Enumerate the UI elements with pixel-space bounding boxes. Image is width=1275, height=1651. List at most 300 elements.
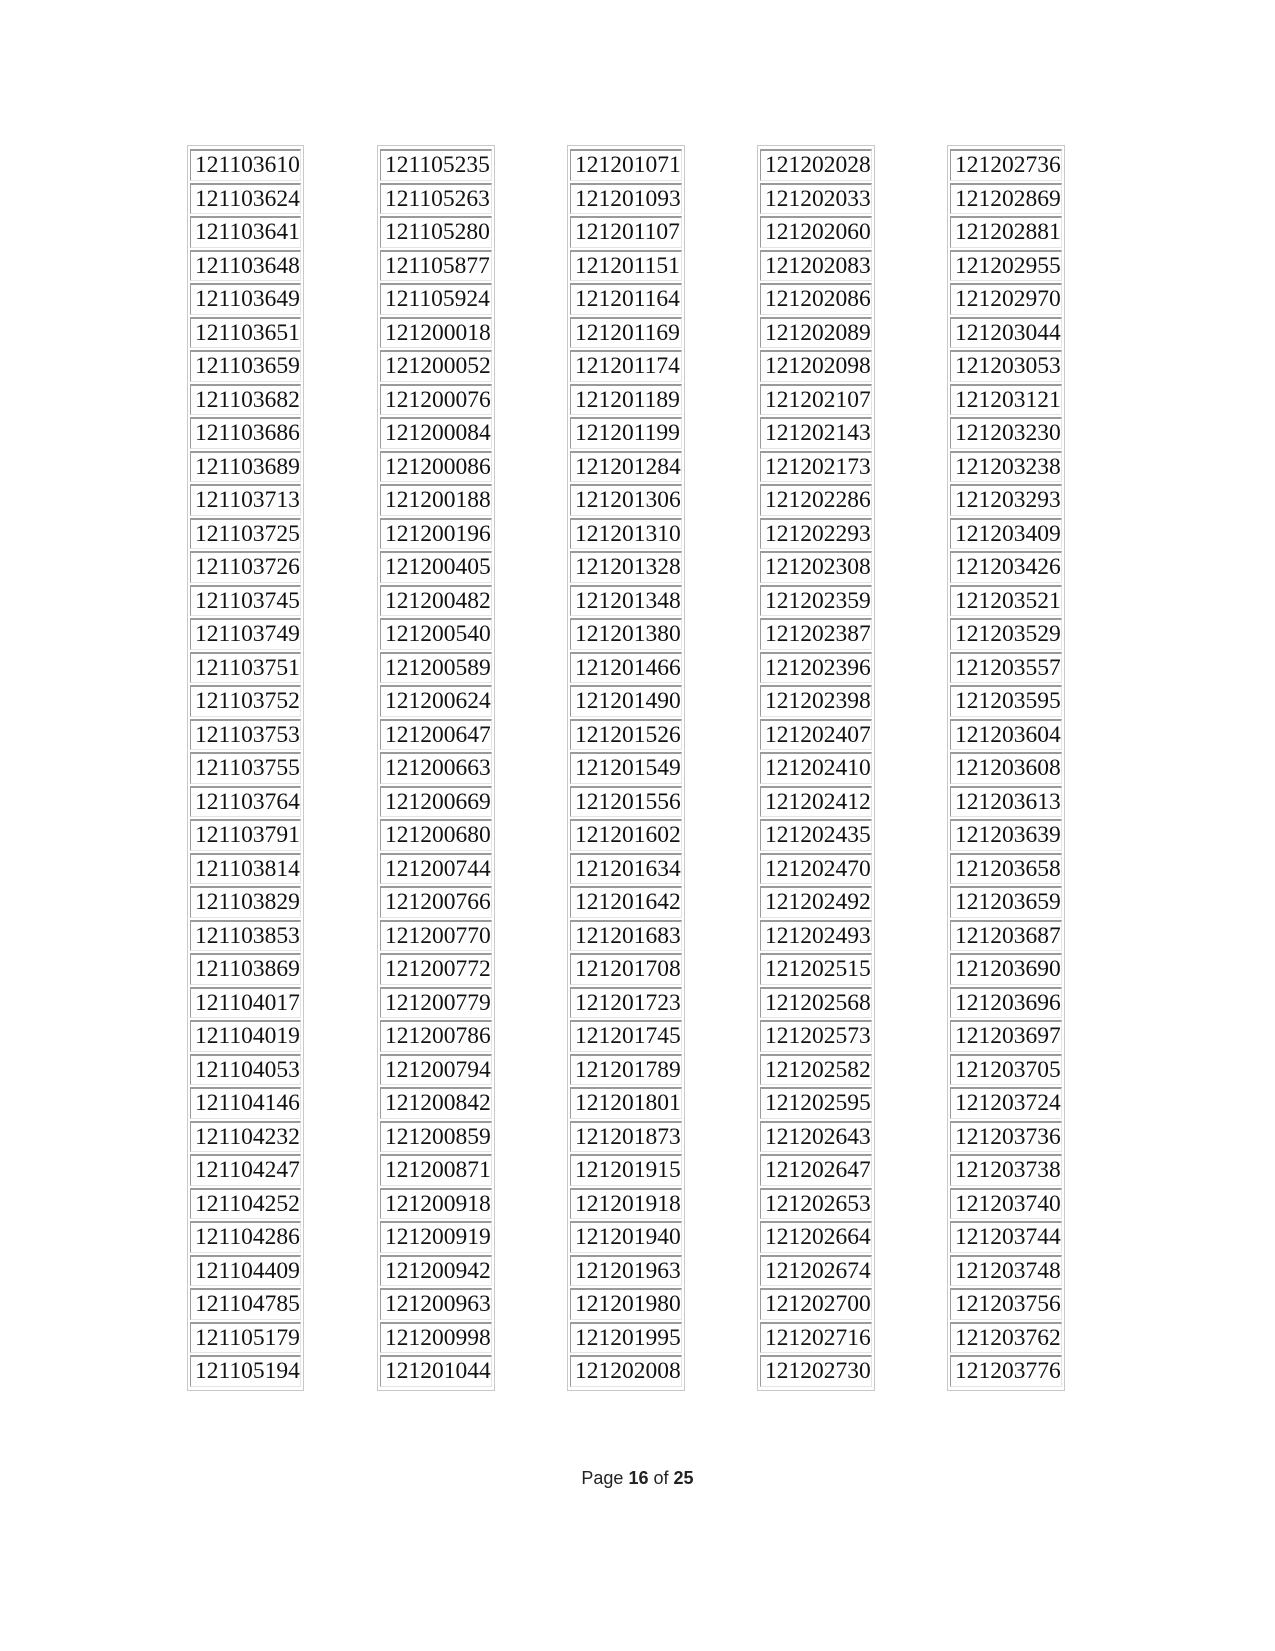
number-cell: 121203697 [950,1020,1062,1052]
number-cell: 121201526 [570,719,682,751]
table-row [570,819,682,851]
number-cell: 121202568 [760,987,872,1019]
table-row [190,417,301,449]
number-cell: 121201164 [570,283,682,315]
table-row [760,484,872,516]
number-cell: 121202643 [760,1121,872,1153]
table-row [380,853,492,885]
number-cell: 121103755 [190,752,301,784]
table-row [950,317,1062,349]
table-row [380,685,492,717]
number-cell: 121203696 [950,987,1062,1019]
table-row [760,1121,872,1153]
number-cell: 121200744 [380,853,492,885]
table-row [950,1288,1062,1320]
table-row [950,384,1062,416]
number-cell: 121103752 [190,685,301,717]
table-row [570,719,682,751]
table-row [380,1154,492,1186]
table-row [190,149,301,181]
number-cell: 121202700 [760,1288,872,1320]
number-cell: 121203426 [950,551,1062,583]
table-row [190,920,301,952]
number-cell: 121203776 [950,1355,1062,1387]
number-cell: 121200998 [380,1322,492,1354]
table-row [760,350,872,382]
table-row [760,1188,872,1220]
number-cell: 121201348 [570,585,682,617]
table-row [760,886,872,918]
number-cell: 121200918 [380,1188,492,1220]
number-cell: 121202033 [760,183,872,215]
number-cell: 121103649 [190,283,301,315]
number-cell: 121202398 [760,685,872,717]
table-row [760,685,872,717]
number-cell: 121200942 [380,1255,492,1287]
number-cell: 121200794 [380,1054,492,1086]
number-cell: 121202435 [760,819,872,851]
number-cell: 121103764 [190,786,301,818]
number-cell: 121201310 [570,518,682,550]
table-row [190,719,301,751]
table-row [380,283,492,315]
number-cell: 121200196 [380,518,492,550]
table-row [950,719,1062,751]
table-row [380,551,492,583]
table-row [380,417,492,449]
number-cell: 121201199 [570,417,682,449]
table-row [380,953,492,985]
number-cell: 121200779 [380,987,492,1019]
number-cell: 121104247 [190,1154,301,1186]
number-cell: 121201306 [570,484,682,516]
table-row [950,652,1062,684]
table-row [570,920,682,952]
number-cell: 121103749 [190,618,301,650]
number-cell: 121203658 [950,853,1062,885]
number-cell: 121103751 [190,652,301,684]
table-row [760,585,872,617]
table-row [570,1121,682,1153]
number-cell: 121203736 [950,1121,1062,1153]
number-cell: 121203744 [950,1221,1062,1253]
number-cell: 121200680 [380,819,492,851]
table-row [190,853,301,885]
table-row [760,384,872,416]
number-cell: 121201189 [570,384,682,416]
table-row [950,1121,1062,1153]
number-table-3 [567,145,685,1391]
number-cell: 121202653 [760,1188,872,1220]
number-cell: 121202674 [760,1255,872,1287]
number-cell: 121203639 [950,819,1062,851]
number-cell: 121203740 [950,1188,1062,1220]
table-row [190,652,301,684]
number-cell: 121200871 [380,1154,492,1186]
number-cell: 121104252 [190,1188,301,1220]
number-cell: 121203409 [950,518,1062,550]
number-cell: 121200405 [380,551,492,583]
number-cell: 121104019 [190,1020,301,1052]
table-row [570,752,682,784]
table-row [950,518,1062,550]
table-row [380,451,492,483]
table-row [760,1355,872,1387]
number-cell: 121103659 [190,350,301,382]
number-cell: 121201602 [570,819,682,851]
table-row [380,1322,492,1354]
table-row [380,987,492,1019]
number-cell: 121103713 [190,484,301,516]
number-cell: 121105924 [380,283,492,315]
number-cell: 121200188 [380,484,492,516]
number-cell: 121201963 [570,1255,682,1287]
table-row [570,1188,682,1220]
table-row [380,250,492,282]
table-row [950,618,1062,650]
table-row [570,1322,682,1354]
table-row [950,585,1062,617]
number-cell: 121203690 [950,953,1062,985]
table-row [190,451,301,483]
table-row [570,618,682,650]
number-cell: 121202359 [760,585,872,617]
table-row [570,1154,682,1186]
number-cell: 121103814 [190,853,301,885]
number-cell: 121203756 [950,1288,1062,1320]
table-row [380,752,492,784]
table-row [190,1154,301,1186]
number-cell: 121105235 [380,149,492,181]
table-row [380,317,492,349]
table-row [950,451,1062,483]
table-row [760,283,872,315]
number-cell: 121200859 [380,1121,492,1153]
page-number [0,1468,1275,1489]
table-row [760,1322,872,1354]
table-row [190,250,301,282]
table-row [760,819,872,851]
table-row [190,752,301,784]
table-row [190,953,301,985]
number-cell: 121103624 [190,183,301,215]
number-cell: 121202410 [760,752,872,784]
table-row [190,317,301,349]
number-cell: 121201174 [570,350,682,382]
page-of-label: of [653,1468,669,1488]
table-row [190,1221,301,1253]
table-row [760,853,872,885]
table-row [760,652,872,684]
table-row [570,1054,682,1086]
table-row [950,1221,1062,1253]
table-row [380,384,492,416]
number-cell: 121201642 [570,886,682,918]
number-cell: 121201556 [570,786,682,818]
table-row [760,920,872,952]
number-cell: 121103745 [190,585,301,617]
table-row [760,1054,872,1086]
number-cell: 121201071 [570,149,682,181]
table-row [760,1221,872,1253]
number-cell: 121104409 [190,1255,301,1287]
table-row [950,1020,1062,1052]
number-cell: 121202060 [760,216,872,248]
number-cell: 121203724 [950,1087,1062,1119]
number-cell: 121202412 [760,786,872,818]
number-cell: 121203044 [950,317,1062,349]
number-cell: 121202970 [950,283,1062,315]
number-cell: 121201723 [570,987,682,1019]
table-row [570,216,682,248]
number-table-2 [377,145,495,1391]
number-cell: 121201107 [570,216,682,248]
table-row [190,1087,301,1119]
number-table-4 [757,145,875,1391]
number-cell: 121202736 [950,149,1062,181]
table-row [570,1355,682,1387]
table-row [570,853,682,885]
table-row [760,786,872,818]
table-row [950,149,1062,181]
table-row [570,183,682,215]
number-cell: 121201044 [380,1355,492,1387]
number-cell: 121201801 [570,1087,682,1119]
number-cell: 121202730 [760,1355,872,1387]
number-cell: 121202293 [760,518,872,550]
table-row [380,585,492,617]
number-cell: 121103682 [190,384,301,416]
number-cell: 121200086 [380,451,492,483]
table-row [760,518,872,550]
number-cell: 121202881 [950,216,1062,248]
table-row [570,1020,682,1052]
number-cell: 121202492 [760,886,872,918]
number-cell: 121202143 [760,417,872,449]
table-row [570,1087,682,1119]
table-row [570,283,682,315]
number-table-1 [187,145,304,1391]
table-row [380,1188,492,1220]
number-cell: 121103651 [190,317,301,349]
table-row [570,1255,682,1287]
number-cell: 121200919 [380,1221,492,1253]
number-cell: 121203529 [950,618,1062,650]
table-row [950,350,1062,382]
table-row [190,183,301,215]
table-row [760,149,872,181]
number-cell: 121202664 [760,1221,872,1253]
table-row [380,518,492,550]
number-cell: 121202407 [760,719,872,751]
current-page: 16 [628,1468,649,1488]
table-row [190,216,301,248]
table-row [950,786,1062,818]
number-cell: 121201093 [570,183,682,215]
number-cell: 121202647 [760,1154,872,1186]
number-cell: 121103853 [190,920,301,952]
table-row [760,752,872,784]
number-cell: 121200772 [380,953,492,985]
table-row [570,953,682,985]
table-row [760,183,872,215]
table-row [950,1087,1062,1119]
number-cell: 121201328 [570,551,682,583]
number-cell: 121202493 [760,920,872,952]
number-cell: 121202107 [760,384,872,416]
table-row [380,1255,492,1287]
table-row [760,719,872,751]
table-row [950,551,1062,583]
table-row [380,652,492,684]
table-row [950,920,1062,952]
number-cell: 121201873 [570,1121,682,1153]
table-row [380,350,492,382]
table-row [760,1154,872,1186]
table-row [570,585,682,617]
table-row [950,417,1062,449]
number-cell: 121202286 [760,484,872,516]
number-cell: 121103648 [190,250,301,282]
table-row [190,484,301,516]
number-cell: 121104017 [190,987,301,1019]
table-row [570,886,682,918]
number-cell: 121201284 [570,451,682,483]
table-row [380,886,492,918]
number-cell: 121203557 [950,652,1062,684]
table-row [570,786,682,818]
number-cell: 121105280 [380,216,492,248]
number-cell: 121201380 [570,618,682,650]
number-cell: 121201789 [570,1054,682,1086]
table-row [950,853,1062,885]
table-row [760,250,872,282]
number-cell: 121203521 [950,585,1062,617]
number-cell: 121200076 [380,384,492,416]
number-cell: 121203230 [950,417,1062,449]
table-row [190,1054,301,1086]
number-cell: 121201708 [570,953,682,985]
table-row [190,1322,301,1354]
table-row [380,1020,492,1052]
table-row [190,1355,301,1387]
number-cell: 121202470 [760,853,872,885]
number-cell: 121200084 [380,417,492,449]
number-cell: 121200770 [380,920,492,952]
number-cell: 121203738 [950,1154,1062,1186]
number-cell: 121103686 [190,417,301,449]
number-cell: 121202028 [760,149,872,181]
number-cell: 121200018 [380,317,492,349]
table-row [380,819,492,851]
table-row [570,518,682,550]
total-pages: 25 [673,1468,694,1488]
table-row [190,886,301,918]
number-cell: 121203604 [950,719,1062,751]
table-row [760,1255,872,1287]
number-cell: 121202595 [760,1087,872,1119]
table-row [760,1288,872,1320]
number-cell: 121103829 [190,886,301,918]
table-row [950,216,1062,248]
number-cell: 121201980 [570,1288,682,1320]
number-cell: 121203748 [950,1255,1062,1287]
number-cell: 121103726 [190,551,301,583]
number-cell: 121103610 [190,149,301,181]
number-cell: 121200482 [380,585,492,617]
number-cell: 121202089 [760,317,872,349]
table-row [950,484,1062,516]
table-row [190,518,301,550]
table-row [380,786,492,818]
table-row [380,216,492,248]
table-row [380,1054,492,1086]
number-table-5 [947,145,1065,1391]
table-row [760,417,872,449]
number-cell: 121202716 [760,1322,872,1354]
table-row [950,987,1062,1019]
number-cell: 121105179 [190,1322,301,1354]
table-row [570,149,682,181]
number-cell: 121201918 [570,1188,682,1220]
table-row [950,183,1062,215]
number-cell: 121105877 [380,250,492,282]
table-row [950,1054,1062,1086]
table-row [190,786,301,818]
number-cell: 121201169 [570,317,682,349]
table-row [190,1020,301,1052]
table-row [760,1020,872,1052]
table-row [380,1087,492,1119]
number-cell: 121203762 [950,1322,1062,1354]
number-cell: 121203613 [950,786,1062,818]
number-cell: 121201466 [570,652,682,684]
table-row [760,317,872,349]
table-row [570,685,682,717]
number-cell: 121200589 [380,652,492,684]
number-cell: 121200766 [380,886,492,918]
number-cell: 121203293 [950,484,1062,516]
number-cell: 121202396 [760,652,872,684]
number-cell: 121200963 [380,1288,492,1320]
table-row [950,685,1062,717]
number-cell: 121202086 [760,283,872,315]
table-row [570,250,682,282]
table-row [380,484,492,516]
table-row [760,551,872,583]
number-cell: 121200647 [380,719,492,751]
table-row [760,451,872,483]
number-cell: 121104286 [190,1221,301,1253]
number-cell: 121200540 [380,618,492,650]
number-cell: 121201683 [570,920,682,952]
table-row [950,1322,1062,1354]
table-row [190,1255,301,1287]
table-row [950,819,1062,851]
number-cell: 121103869 [190,953,301,985]
table-row [570,1288,682,1320]
number-cell: 121201940 [570,1221,682,1253]
table-row [570,484,682,516]
number-cell: 121202008 [570,1355,682,1387]
number-cell: 121203705 [950,1054,1062,1086]
table-row [190,1121,301,1153]
table-row [380,920,492,952]
table-row [380,1288,492,1320]
number-cell: 121202083 [760,250,872,282]
table-row [380,183,492,215]
number-cell: 121202955 [950,250,1062,282]
